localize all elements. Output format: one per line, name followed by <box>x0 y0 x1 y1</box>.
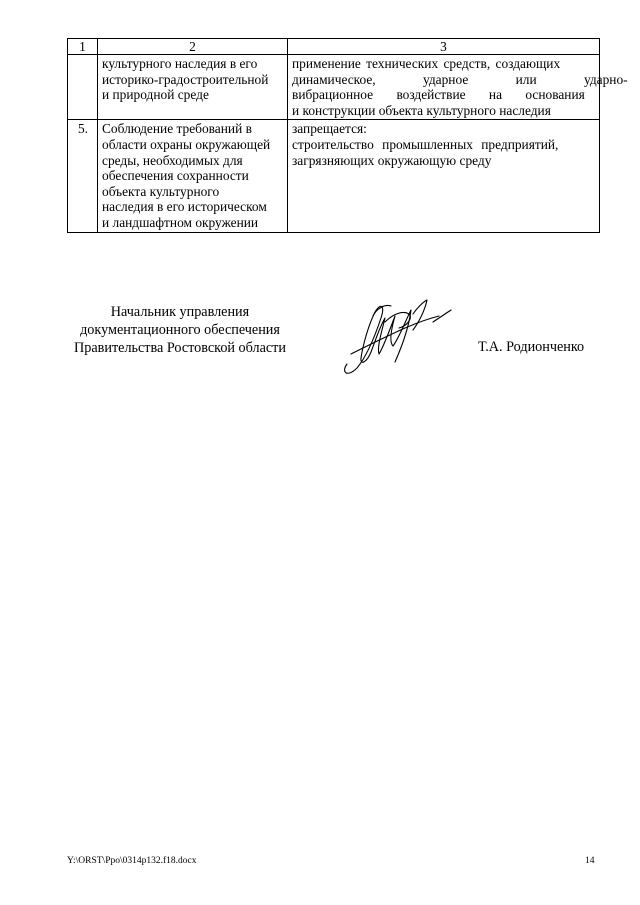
cell-text-line: динамическое, ударное или ударно- <box>292 71 628 87</box>
table-header-row <box>68 39 600 55</box>
cell-text-line: запрещается: <box>292 121 367 137</box>
header-cell-2: 2 <box>98 39 288 55</box>
row-subject-cell <box>98 55 288 120</box>
handwritten-signature <box>333 288 463 388</box>
cell-text-line: наследия в его историческом <box>102 199 267 215</box>
cell-text-line: применение технических средств, создающих <box>292 56 561 71</box>
cell-text-line: и конструкции объекта культурного наследия <box>292 102 551 118</box>
requirements-table <box>67 38 628 233</box>
row-number: 5. <box>68 120 98 232</box>
row-subject-cell <box>98 120 288 232</box>
cell-text-line: Соблюдение требований в <box>102 121 252 137</box>
header-cell-3: 3 <box>288 39 600 55</box>
row-number <box>68 55 98 120</box>
cell-text-line: и природной среде <box>102 87 209 103</box>
signer-position-line: Правительства Ростовской области <box>74 340 286 356</box>
footer-page-number: 14 <box>585 856 595 866</box>
cell-text-line: строительство промышленных предприятий, <box>292 136 559 152</box>
cell-text-line: и ландшафтном окружении <box>102 214 259 230</box>
header-cell-1: 1 <box>68 39 98 55</box>
signer-position-line: документационного обеспечения <box>80 322 280 338</box>
footer-file-path: Y:\ORST\Ppo\0314p132.f18.docx <box>67 856 197 866</box>
cell-text-line: обеспечения сохранности <box>102 168 249 184</box>
cell-text-line: объекта культурного <box>102 183 220 199</box>
table-row <box>68 55 600 120</box>
cell-text-line: загрязняющих окружающую среду <box>292 152 492 168</box>
signer-position-line: Начальник управления <box>110 304 250 320</box>
signer-position <box>60 303 300 357</box>
row-rule-cell <box>288 55 628 120</box>
cell-text-line: историко-градостроительной <box>102 71 269 87</box>
cell-text-line: среды, необходимых для <box>102 152 243 168</box>
cell-text-line: области охраны окружающей <box>102 136 271 152</box>
cell-text-line: вибрационное воздействие на основания <box>292 87 585 103</box>
signer-name: Т.А. Родионченко <box>478 339 585 355</box>
cell-text-line: культурного наследия в его <box>102 56 258 71</box>
row-rule-cell <box>288 120 600 232</box>
table-row <box>68 120 600 232</box>
